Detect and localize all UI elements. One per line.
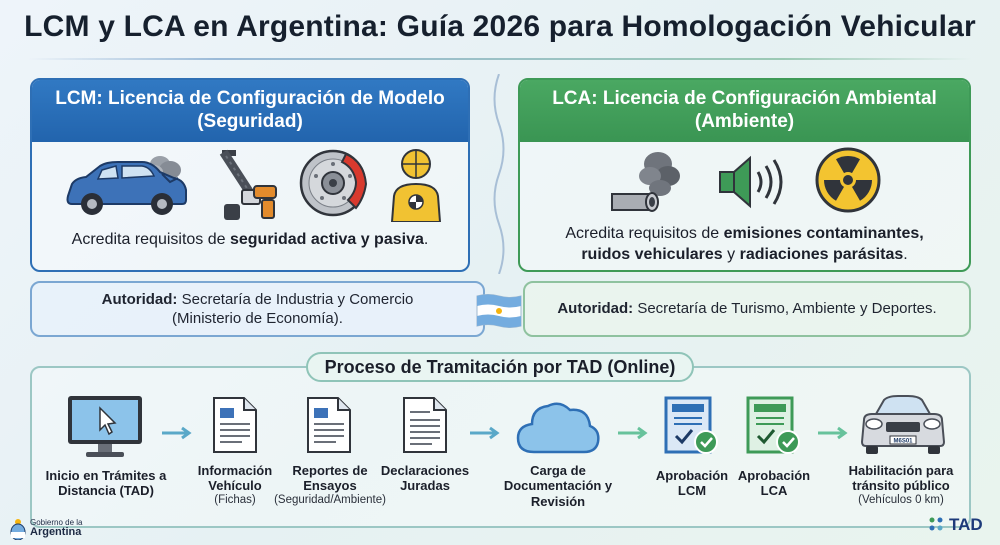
- lca-desc-bold3: radiaciones parásitas: [739, 245, 904, 263]
- step-3-label: Reportes de Ensayos: [292, 463, 368, 494]
- lcm-panel: [30, 78, 470, 272]
- argentina-flag-icon: [474, 292, 524, 330]
- step-5-label: Carga de Documentación y Revisión: [503, 463, 613, 509]
- tad-logo: [928, 515, 983, 535]
- step-6-label: Aprobación LCM: [655, 468, 729, 499]
- certificate-check-icon: [664, 396, 720, 458]
- brake-disc-icon: [298, 148, 368, 218]
- gov-line2: Argentina: [30, 526, 82, 539]
- exhaust-smoke-icon: [608, 146, 684, 220]
- arrow-right-icon: [616, 426, 650, 440]
- arrow-right-icon: [816, 426, 850, 440]
- lca-description: [520, 224, 969, 266]
- license-plate: M6S01: [893, 438, 913, 445]
- step-3-sub: (Seguridad/Ambiente): [274, 494, 386, 506]
- lca-desc-bold1: emisiones contaminantes,: [723, 225, 924, 242]
- lca-heading-line1: LCA: Licencia de Configuración Ambiental: [552, 88, 937, 110]
- lca-icon-row: [520, 142, 969, 222]
- arrow-right-icon: [160, 426, 194, 440]
- lcm-icon-row: [32, 142, 468, 222]
- seatbelt-icon: [218, 146, 284, 222]
- lcm-authority: [30, 281, 485, 337]
- lca-panel: [518, 78, 971, 272]
- lca-desc-bold2: ruidos vehiculares: [581, 245, 723, 263]
- monitor-cursor-icon: [66, 394, 144, 460]
- lcm-heading: [32, 80, 468, 142]
- tad-text: TAD: [949, 515, 983, 534]
- lcm-desc-bold: seguridad activa y pasiva: [229, 231, 424, 248]
- lca-authority-text: Secretaría de Turismo, Ambiente y Deportes.: [633, 300, 937, 318]
- step-1-label: Inicio en Trámites a Distancia (TAD): [45, 468, 167, 499]
- lca-authority-label: Autoridad:: [557, 300, 634, 318]
- lca-heading-line2: (Ambiente): [694, 111, 795, 132]
- step-2-label: Información Vehículo: [197, 463, 273, 494]
- tad-dots-icon: [928, 516, 946, 534]
- step-8-label: Habilitación para tránsito público: [848, 463, 954, 494]
- lcm-description: [32, 230, 468, 251]
- lcm-authority-label: Autoridad:: [101, 290, 178, 308]
- lca-authority: [523, 281, 971, 337]
- cloud-icon: [516, 398, 600, 456]
- lcm-authority-line1: Secretaría de Industria y Comercio: [177, 290, 414, 308]
- lca-desc-mid: y: [722, 245, 740, 263]
- lcm-desc-suffix: .: [423, 231, 429, 248]
- process-title: Proceso de Tramitación por TAD (Online): [306, 352, 694, 382]
- lca-desc-suffix: .: [903, 245, 908, 263]
- step-7-label: Aprobación LCA: [737, 468, 811, 499]
- lcm-heading-line1: LCM: Licencia de Configuración de Modelo: [55, 88, 445, 110]
- document-icon: [306, 396, 352, 454]
- document-icon: [402, 396, 448, 454]
- arrow-right-icon: [468, 426, 502, 440]
- gov-line1: Gobierno de la: [30, 518, 83, 528]
- speaker-icon: [716, 152, 788, 212]
- lca-heading: [520, 80, 969, 142]
- step-8-sub: (Vehículos 0 km): [858, 494, 944, 506]
- step-2-sub: (Fichas): [214, 494, 256, 506]
- wave-divider: [488, 74, 510, 274]
- radiation-icon: [814, 146, 882, 214]
- lcm-heading-line2: (Seguridad): [197, 111, 303, 132]
- coat-of-arms-icon: [10, 518, 26, 540]
- title-divider: [28, 58, 972, 60]
- damaged-car-icon: [62, 150, 194, 220]
- page-title: LCM y LCA en Argentina: Guía 2026 para Homologación Vehicular: [24, 10, 976, 43]
- lca-desc-prefix: Acredita requisitos de: [565, 225, 724, 242]
- step-4-label: Declaraciones Juradas: [380, 463, 470, 494]
- lcm-authority-line2: (Ministerio de Economía).: [172, 310, 343, 327]
- certificate-check-icon: [746, 396, 802, 458]
- lcm-desc-prefix: Acredita requisitos de: [71, 231, 230, 248]
- crash-dummy-icon: [380, 146, 452, 222]
- gobierno-argentina-logo: [10, 517, 82, 541]
- document-icon: [212, 396, 258, 454]
- car-front-icon: [858, 394, 948, 456]
